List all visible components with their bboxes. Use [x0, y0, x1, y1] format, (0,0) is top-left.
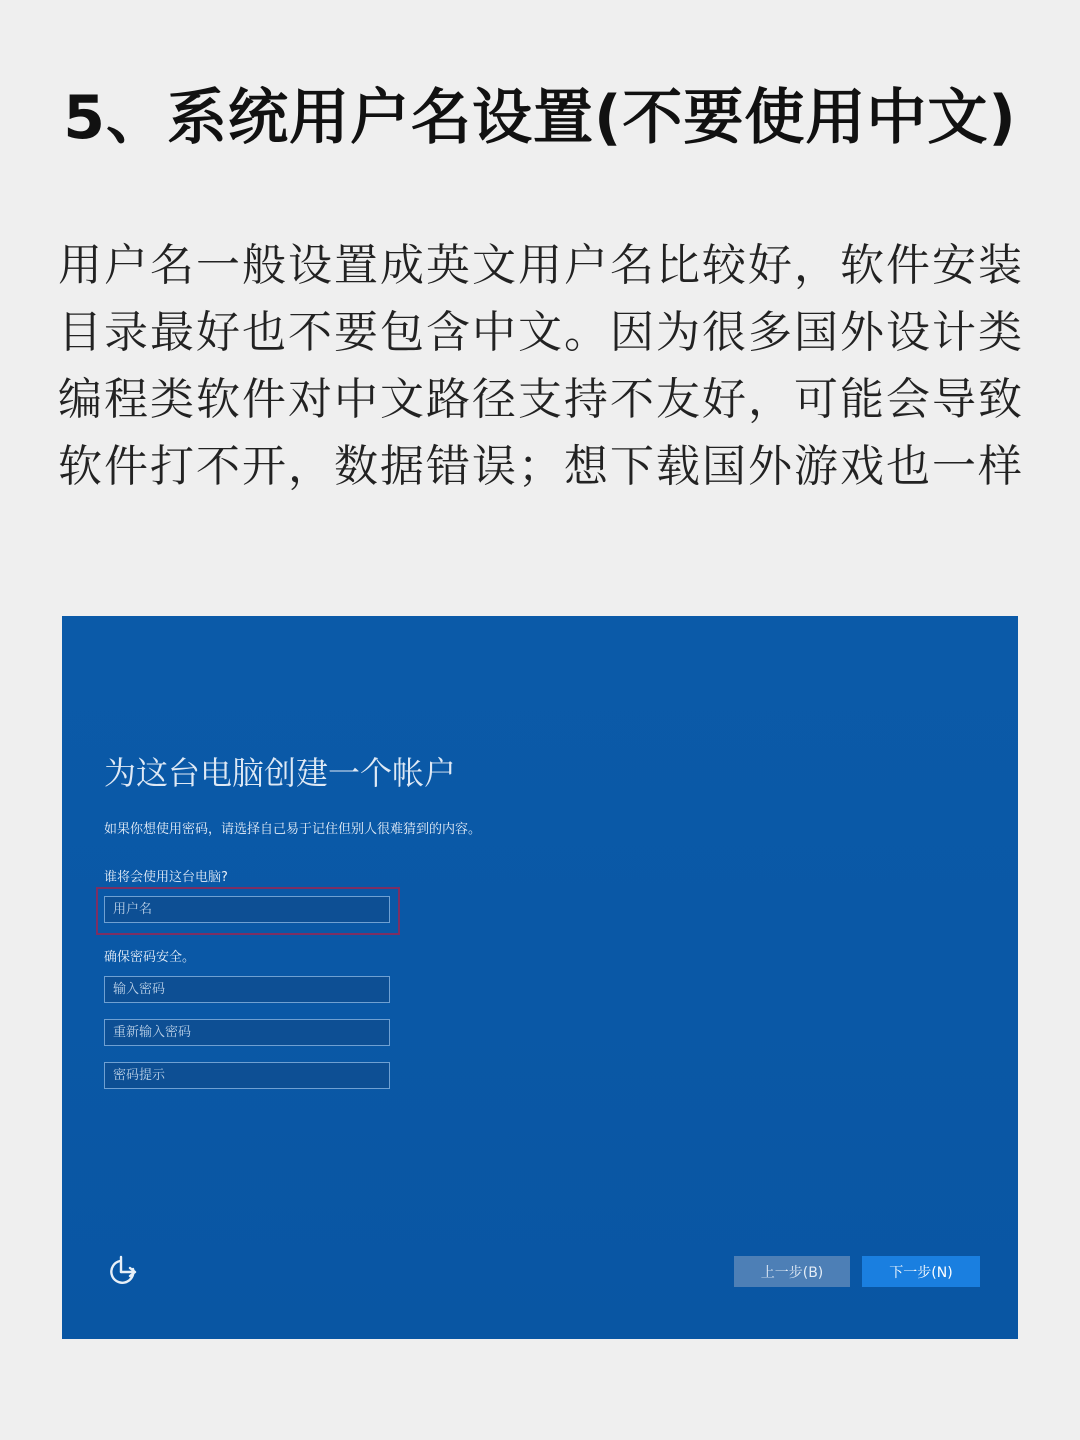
ease-of-access-icon[interactable] [106, 1253, 146, 1289]
who-uses-label: 谁将会使用这台电脑? [104, 870, 228, 885]
password-hint-text: 如果你想使用密码，请选择自己易于记住但别人很难猜到的内容。 [104, 822, 482, 837]
article-heading: 5、系统用户名设置(不要使用中文) [63, 83, 1017, 153]
next-button[interactable]: 下一步(N) [862, 1256, 980, 1287]
password-input[interactable] [104, 976, 390, 1003]
back-button[interactable]: 上一步(B) [734, 1256, 850, 1287]
password-hint-input[interactable] [104, 1062, 390, 1089]
secure-password-label: 确保密码安全。 [104, 950, 196, 965]
reenter-password-input[interactable] [104, 1019, 390, 1046]
article-paragraph: 用户名一般设置成英文用户名比较好，软件安装目录最好也不要包含中文。因为很多国外设计类编程类软件对中文路径支持不友好，可能会导致软件打不开，数据错误；想下载国外游戏也一样 [58, 240, 1024, 492]
username-input[interactable] [104, 896, 390, 923]
screen-title: 为这台电脑创建一个帐户 [104, 754, 457, 792]
account-setup-screenshot [62, 616, 1018, 1339]
